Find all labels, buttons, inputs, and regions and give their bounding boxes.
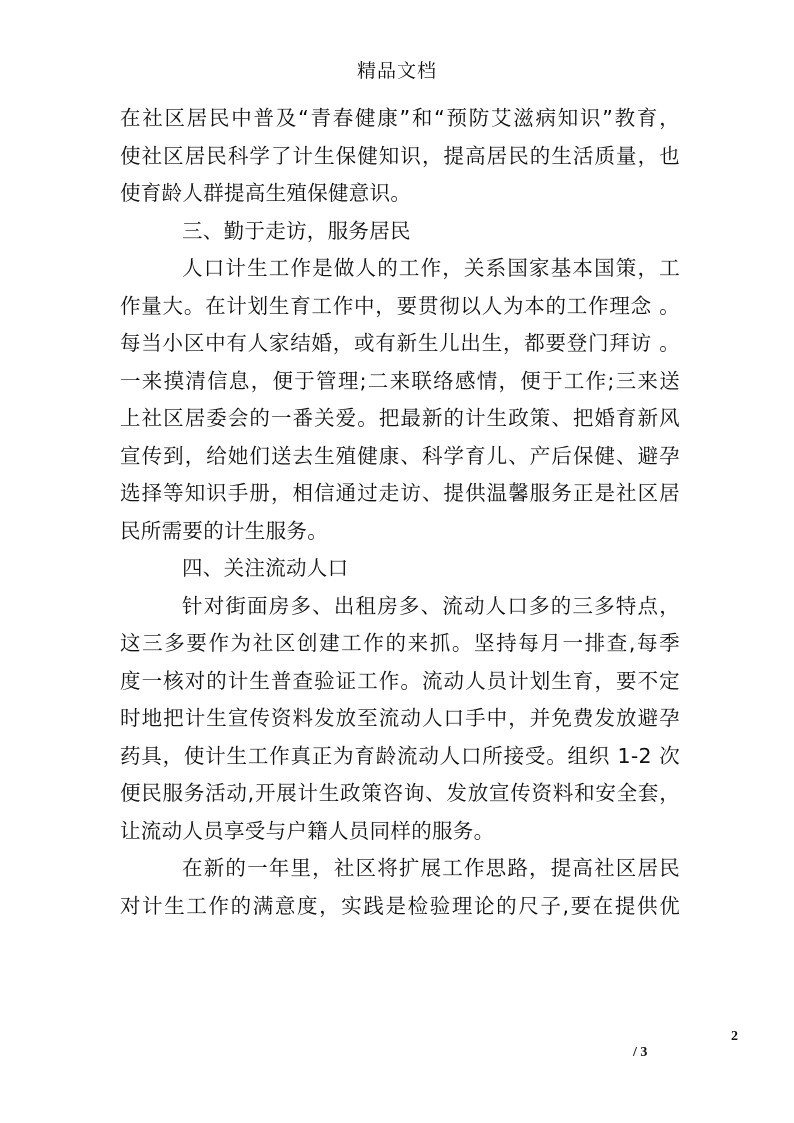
body-line: 人口计生工作是做人的工作，关系国家基本国策，工 <box>182 256 680 280</box>
page-total: / 3 <box>633 1045 648 1060</box>
body-line: 在新的一年里，社区将扩展工作思路，提高社区居民 <box>182 856 680 880</box>
body-line: 选择等知识手册，相信通过走访、提供温馨服务正是社区居 <box>120 481 680 505</box>
body-line: 每当小区中有人家结婚，或有新生儿出生，都要登门拜访 。 <box>120 331 680 355</box>
body-line: 药具，使计生工作真正为育龄流动人口所接受。组织 1-2 次 <box>120 743 680 768</box>
body-line: 上社区居委会的一番关爱。把最新的计生政策、把婚育新风 <box>120 406 680 430</box>
body-line: 度一核对的计生普查验证工作。流动人员计划生育，要不定 <box>120 668 680 693</box>
body-line: 时地把计生宣传资料发放至流动人口手中，并免费发放避孕 <box>120 706 680 730</box>
section-heading: 四、关注流动人口 <box>182 556 349 580</box>
body-line: 这三多要作为社区创建工作的来抓。坚持每月一排查,每季 <box>120 631 680 655</box>
body-line: 对计生工作的满意度，实践是检验理论的尺子,要在提供优 <box>120 893 680 918</box>
body-line: 宣传到，给她们送去生殖健康、科学育儿、产后保健、避孕 <box>120 443 680 468</box>
body-line: 使育龄人群提高生殖保健意识。 <box>120 181 412 205</box>
body-line: 让流动人员享受与户籍人员同样的服务。 <box>120 818 495 843</box>
body-line: 使社区居民科学了计生保健知识，提高居民的生活质量，也 <box>120 143 680 168</box>
body-line: 在社区居民中普及“青春健康”和“预防艾滋病知识”教育， <box>120 106 680 130</box>
body-line: 便民服务活动,开展计生政策咨询、发放宣传资料和安全套， <box>120 781 680 805</box>
page-number: 2 <box>731 1029 738 1044</box>
body-line: 民所需要的计生服务。 <box>120 518 328 543</box>
document-body <box>120 100 680 925</box>
body-line: 一来摸清信息，便于管理;二来联络感情，便于工作;三来送 <box>120 368 680 393</box>
body-line: 作量大。在计划生育工作中，要贯彻以人为本的工作理念 。 <box>120 293 680 318</box>
body-line: 针对街面房多、出租房多、流动人口多的三多特点， <box>182 593 680 618</box>
section-heading: 三、勤于走访，服务居民 <box>182 218 411 243</box>
document-header-title: 精品文档 <box>356 60 437 82</box>
